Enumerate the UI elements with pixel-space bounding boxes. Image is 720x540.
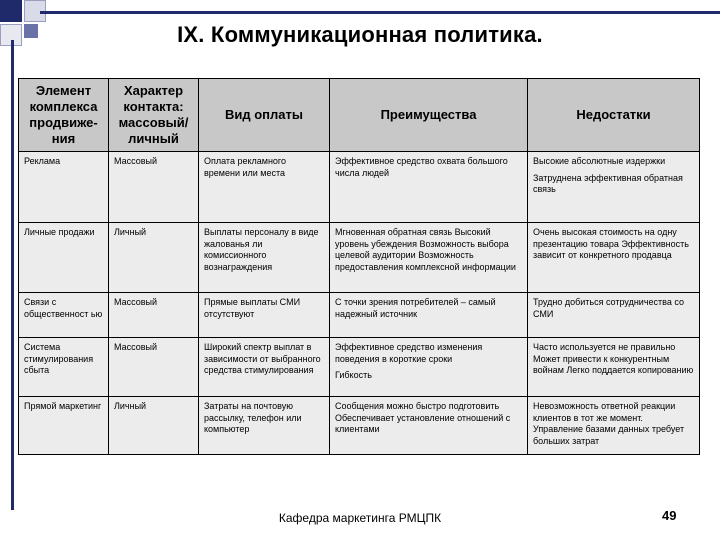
cell-element: Связи с общественност ью bbox=[19, 293, 109, 338]
header-element: Элемент комплекса продвиже- ния bbox=[19, 79, 109, 152]
cell-element: Реклама bbox=[19, 152, 109, 223]
table-row bbox=[19, 338, 700, 397]
cell-advantages: Сообщения можно быстро подготовить Обеспечивает установление отношений с клиентами bbox=[330, 397, 528, 455]
cell-payment: Оплата рекламного времени или места bbox=[199, 152, 330, 223]
table-header-row bbox=[19, 79, 700, 152]
table-row bbox=[19, 223, 700, 293]
cell-advantages bbox=[330, 338, 528, 397]
cell-contact: Массовый bbox=[109, 293, 199, 338]
table-row bbox=[19, 397, 700, 455]
cell-payment: Затраты на почтовую рассылку, телефон или компьютер bbox=[199, 397, 330, 455]
corner-square-mid bbox=[24, 24, 38, 38]
cell-advantages: Мгновенная обратная связь Высокий уровень убеждения Возможность выбора целевой аудитории Возможность предоставления комплексной информации bbox=[330, 223, 528, 293]
cell-payment: Прямые выплаты СМИ отсутствуют bbox=[199, 293, 330, 338]
slide-title: IX. Коммуникационная политика. bbox=[177, 22, 543, 47]
cell-advantages: Эффективное средство охвата большого числа людей bbox=[330, 152, 528, 223]
header-disadvantages: Недостатки bbox=[528, 79, 700, 152]
header-advantages: Преимущества bbox=[330, 79, 528, 152]
advantage-line: Гибкость bbox=[335, 370, 372, 380]
cell-contact: Массовый bbox=[109, 338, 199, 397]
page-number: 49 bbox=[662, 508, 677, 523]
table-row bbox=[19, 293, 700, 338]
cell-contact: Массовый bbox=[109, 152, 199, 223]
footer-department: Кафедра маркетинга РМЦПК bbox=[278, 511, 442, 525]
side-rule bbox=[11, 40, 14, 510]
cell-payment: Выплаты персоналу в виде жалованья ли комиссионного вознаграждения bbox=[199, 223, 330, 293]
cell-element: Личные продажи bbox=[19, 223, 109, 293]
cell-disadvantages: Невозможность ответной реакции клиентов в тот же момент. Управление базами данных требует больших затрат bbox=[528, 397, 700, 455]
advantage-line: Эффективное средство изменения поведения в короткие сроки bbox=[335, 342, 483, 364]
promotion-table bbox=[18, 78, 700, 455]
cell-contact: Личный bbox=[109, 223, 199, 293]
top-rule bbox=[40, 11, 720, 14]
header-contact: Характер контакта: массовый/ личный bbox=[109, 79, 199, 152]
header-payment: Вид оплаты bbox=[199, 79, 330, 152]
corner-square-dark bbox=[0, 0, 22, 22]
cell-payment: Широкий спектр выплат в зависимости от выбранного средства стимулирования bbox=[199, 338, 330, 397]
cell-disadvantages: Часто используется не правильно Может привести к конкурентным войнам Легко поддается копированию bbox=[528, 338, 700, 397]
cell-disadvantages bbox=[528, 152, 700, 223]
cell-disadvantages: Трудно добиться сотрудничества со СМИ bbox=[528, 293, 700, 338]
table-row bbox=[19, 152, 700, 223]
disadvantage-line: Высокие абсолютные издержки bbox=[533, 156, 666, 166]
cell-element: Прямой маркетинг bbox=[19, 397, 109, 455]
cell-disadvantages: Очень высокая стоимость на одну презентацию товара Эффективность зависит от конкретного продавца bbox=[528, 223, 700, 293]
cell-advantages: С точки зрения потребителей – самый надежный источник bbox=[330, 293, 528, 338]
cell-element: Система стимулирования сбыта bbox=[19, 338, 109, 397]
disadvantage-line: Затруднена эффективная обратная связь bbox=[533, 172, 683, 194]
cell-contact: Личный bbox=[109, 397, 199, 455]
